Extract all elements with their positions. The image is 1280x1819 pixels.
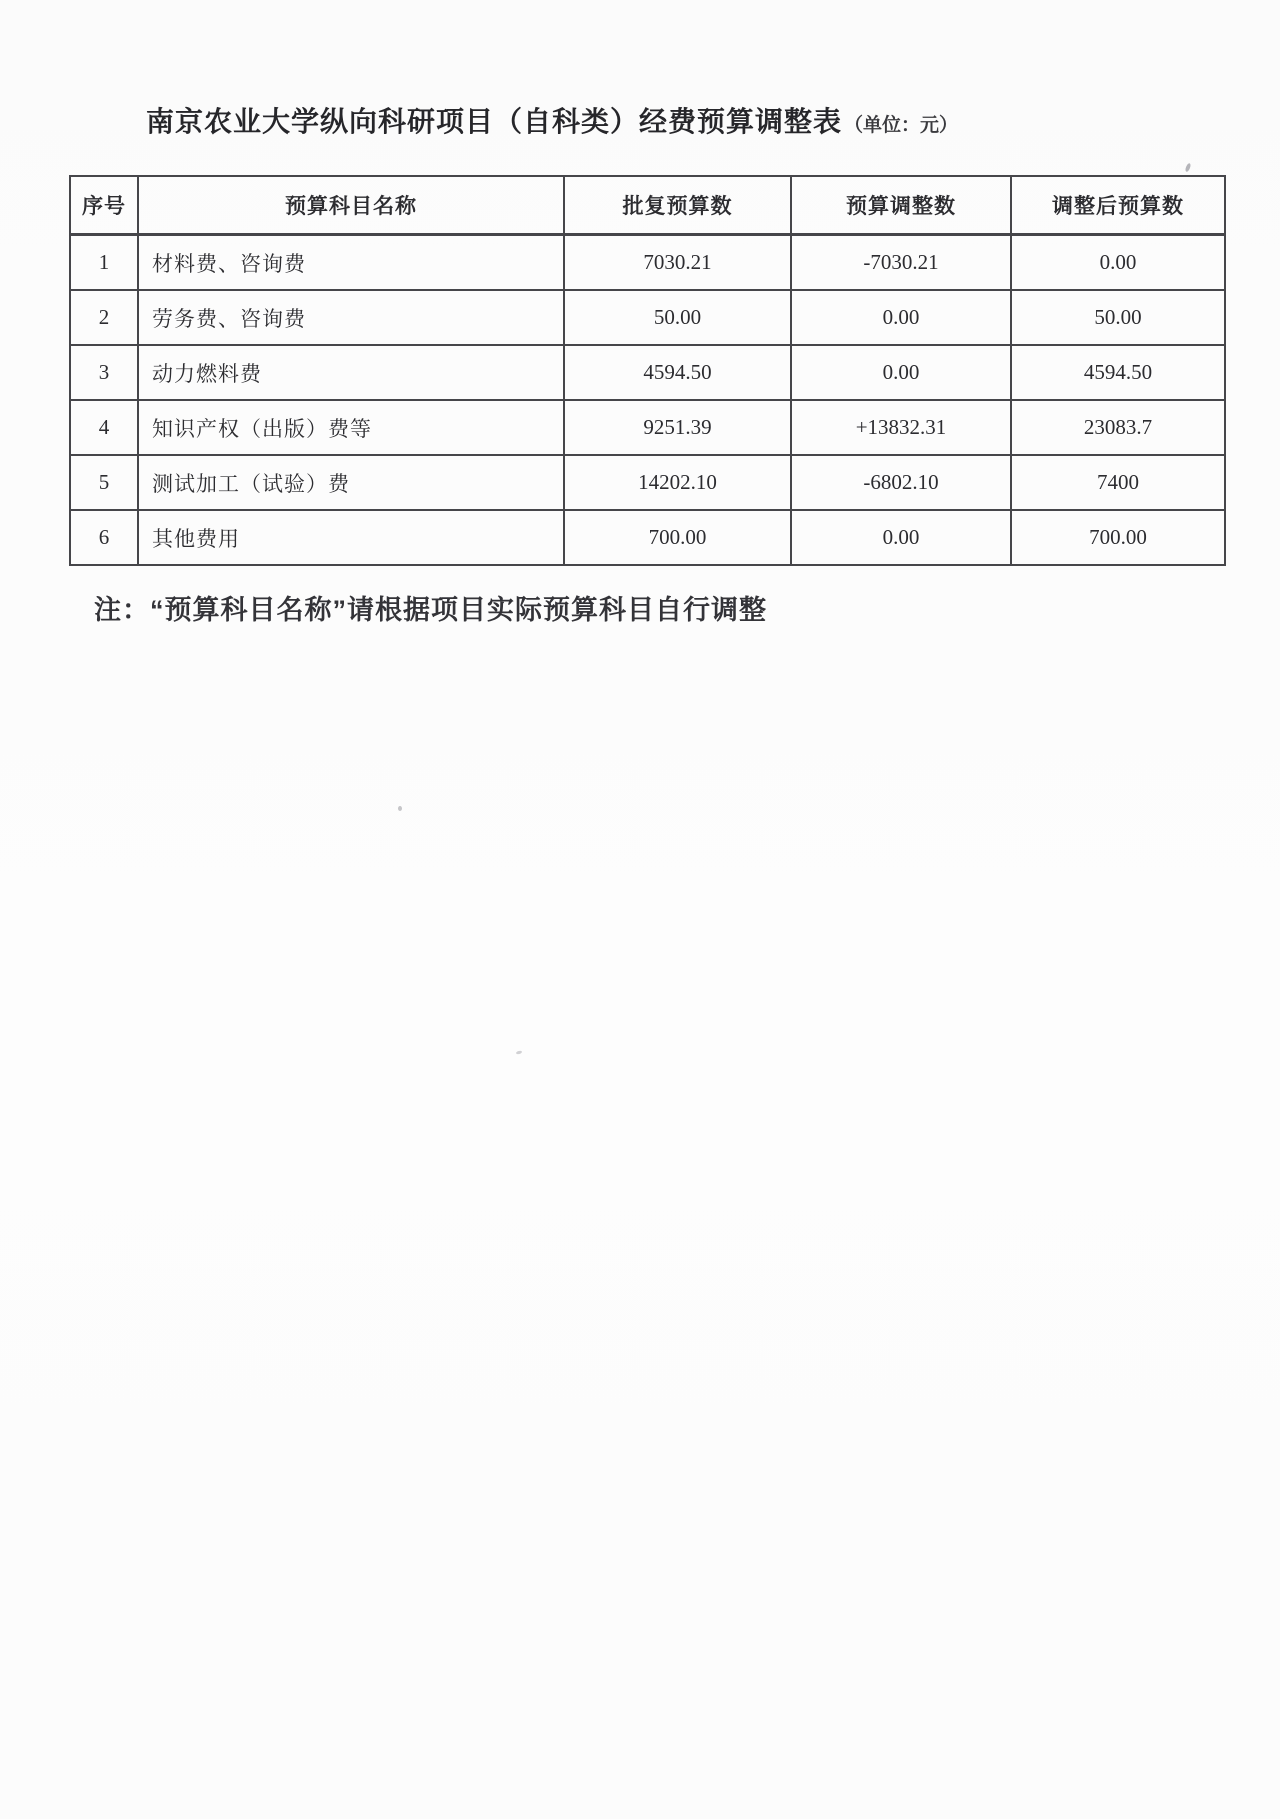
row-index: 2: [70, 290, 138, 345]
col-header-subject-name: 预算科目名称: [138, 176, 564, 235]
table-body: [70, 235, 1225, 566]
footnote: 注：“预算科目名称”请根据项目实际预算科目自行调整: [94, 595, 767, 625]
after-value: 4594.50: [1011, 345, 1225, 400]
row-index: 5: [70, 455, 138, 510]
approved-value: 4594.50: [564, 345, 791, 400]
row-index: 6: [70, 510, 138, 565]
row-index: 1: [70, 235, 138, 291]
approved-value: 14202.10: [564, 455, 791, 510]
col-header-index: 序号: [70, 176, 138, 235]
adjust-value: 0.00: [791, 345, 1011, 400]
subject-name: 知识产权（出版）费等: [138, 400, 564, 455]
table-row: [70, 510, 1225, 565]
subject-name: 材料费、咨询费: [138, 235, 564, 291]
budget-table: [69, 175, 1226, 566]
subject-name: 动力燃料费: [138, 345, 564, 400]
title-text: 南京农业大学纵向科研项目（自科类）经费预算调整表: [145, 106, 842, 137]
after-value: 700.00: [1011, 510, 1225, 565]
approved-value: 9251.39: [564, 400, 791, 455]
after-value: 23083.7: [1011, 400, 1225, 455]
table-row: [70, 235, 1225, 291]
after-value: 7400: [1011, 455, 1225, 510]
title-unit-label: （单位：元）: [844, 115, 959, 136]
subject-name: 测试加工（试验）费: [138, 455, 564, 510]
table-row: [70, 455, 1225, 510]
subject-name: 其他费用: [138, 510, 564, 565]
adjust-value: -7030.21: [791, 235, 1011, 291]
col-header-adjustment: 预算调整数: [791, 176, 1011, 235]
header-row: [70, 176, 1225, 235]
adjust-value: 0.00: [791, 290, 1011, 345]
scan-artifact: [398, 806, 402, 811]
approved-value: 50.00: [564, 290, 791, 345]
after-value: 50.00: [1011, 290, 1225, 345]
table-row: [70, 290, 1225, 345]
document-title: [0, 100, 1104, 140]
adjust-value: +13832.31: [791, 400, 1011, 455]
scan-artifact: [516, 1050, 523, 1054]
table-row: [70, 345, 1225, 400]
scan-artifact: [1184, 163, 1191, 173]
row-index: 3: [70, 345, 138, 400]
subject-name: 劳务费、咨询费: [138, 290, 564, 345]
after-value: 0.00: [1011, 235, 1225, 291]
approved-value: 7030.21: [564, 235, 791, 291]
col-header-approved: 批复预算数: [564, 176, 791, 235]
col-header-after-adjust: 调整后预算数: [1011, 176, 1225, 235]
row-index: 4: [70, 400, 138, 455]
approved-value: 700.00: [564, 510, 791, 565]
adjust-value: 0.00: [791, 510, 1011, 565]
adjust-value: -6802.10: [791, 455, 1011, 510]
table-row: [70, 400, 1225, 455]
